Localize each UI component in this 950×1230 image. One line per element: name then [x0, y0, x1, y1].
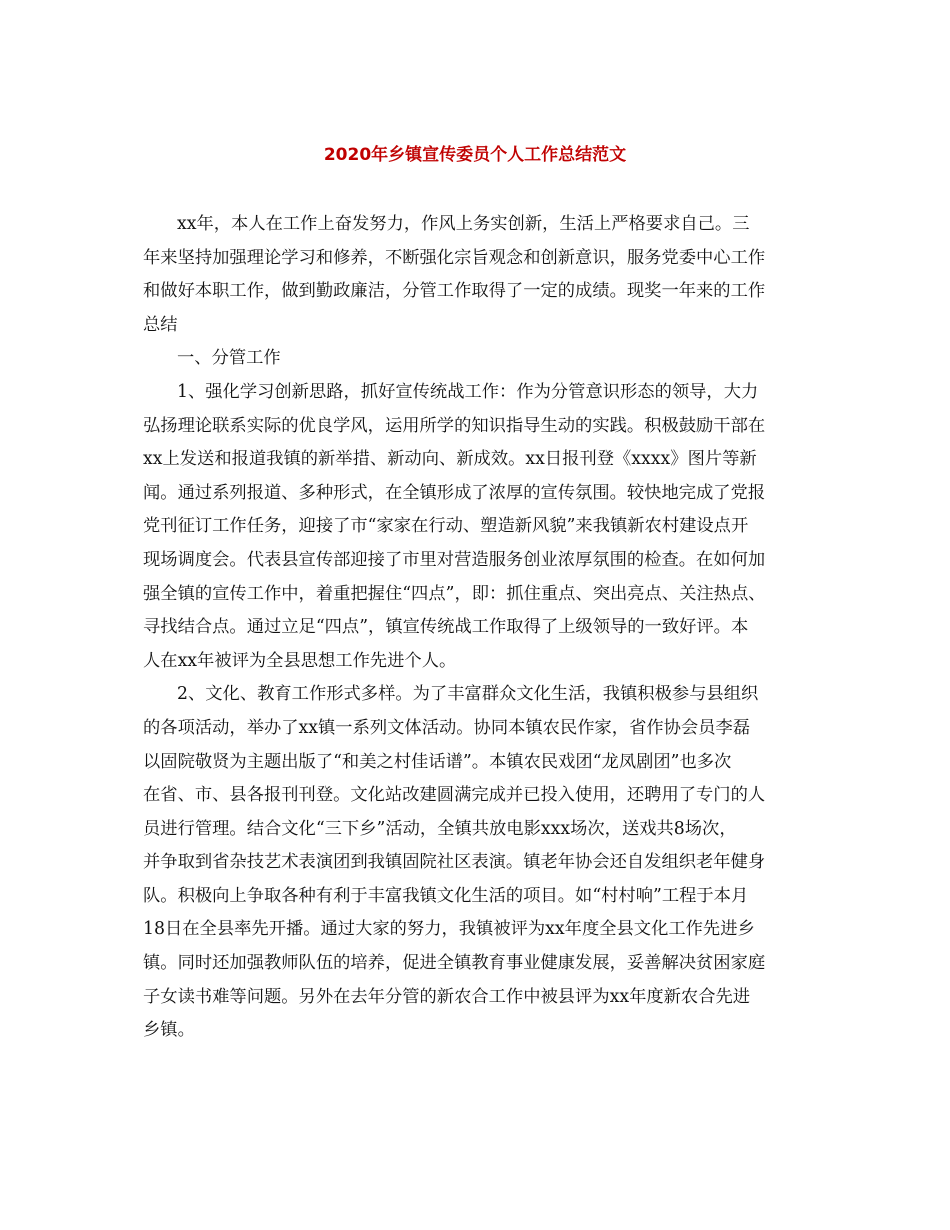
body-line: 人在xx年被评为全县思想工作先进个人。: [143, 650, 457, 671]
body-line: 闻。通过系列报道、多种形式，在全镇形成了浓厚的宣传氛围。较快地完成了党报: [143, 482, 766, 503]
body-line: 党刊征订工作任务，迎接了市“家家在行动、塑造新风貌”来我镇新农村建设点开: [143, 516, 749, 537]
document-title: 2020年乡镇宣传委员个人工作总结范文: [323, 145, 627, 165]
body-line: 队。积极向上争取各种有利于丰富我镇文化生活的项目。如“村村响”工程于本月: [143, 885, 749, 906]
body-line: 现场调度会。代表县宣传部迎接了市里对营造服务创业浓厚氛围的检查。在如何加: [143, 549, 766, 570]
body-line: xx上发送和报道我镇的新举措、新动向、新成效。xx日报刊登《xxxx》图片等新: [143, 449, 757, 470]
body-line: 在省、市、县各报刊刊登。文化站改建圆满完成并已投入使用，还聘用了专门的人: [143, 785, 766, 806]
body-line: 员进行管理。结合文化“三下乡”活动，全镇共放电影xxx场次，送戏共8场次，: [143, 818, 737, 839]
body-line: 和做好本职工作，做到勤政廉洁，分管工作取得了一定的成绩。现奖一年来的工作: [143, 281, 766, 302]
body-line: 18日在全县率先开播。通过大家的努力，我镇被评为xx年度全县文化工作先进乡: [143, 919, 755, 940]
body-line: xx年，本人在工作上奋发努力，作风上务实创新，生活上严格要求自己。三: [177, 214, 750, 234]
body-line: 并争取到省杂技艺术表演团到我镇固院社区表演。镇老年协会还自发组织老年健身: [143, 852, 766, 873]
body-line: 子女读书难等问题。另外在去年分管的新农合工作中被县评为xx年度新农合先进: [143, 986, 751, 1007]
body-line: 镇。同时还加强教师队伍的培养，促进全镇教育事业健康发展，妥善解决贫困家庭: [143, 953, 766, 974]
body-line: 1、强化学习创新思路，抓好宣传统战工作：作为分管意识形态的领导，大力: [177, 381, 759, 402]
body-line: 乡镇。: [143, 1020, 195, 1041]
body-line: 一、分管工作: [177, 348, 281, 369]
body-line: 总结: [143, 314, 178, 335]
body-line: 寻找结合点。通过立足“四点”，镇宣传统战工作取得了上级领导的一致好评。本: [143, 617, 749, 638]
body-line: 2、文化、教育工作形式多样。为了丰富群众文化生活，我镇积极参与县组织: [177, 684, 759, 705]
body-line: 弘扬理论联系实际的优良学风，运用所学的知识指导生动的实践。积极鼓励干部在: [143, 415, 766, 436]
body-line: 年来坚持加强理论学习和修养，不断强化宗旨观念和创新意识，服务党委中心工作: [143, 247, 766, 268]
body-line: 的各项活动，举办了xx镇一系列文体活动。协同本镇农民作家，省作协会员李磊: [143, 717, 751, 738]
body-line: 以固院敬贤为主题出版了“和美之村佳话谱”。本镇农民戏团“龙凤剧团”也多次: [143, 751, 732, 772]
document-body: [143, 208, 823, 1048]
body-line: 强全镇的宣传工作中，着重把握住“四点”，即：抓住重点、突出亮点、关注热点、: [143, 583, 766, 604]
